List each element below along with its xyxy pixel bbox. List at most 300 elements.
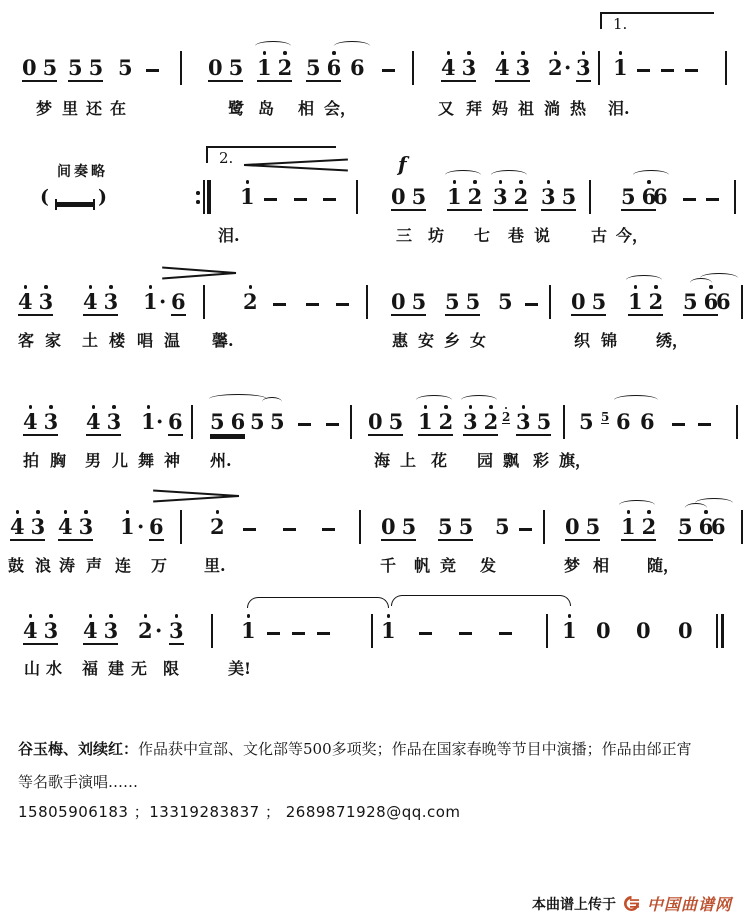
note-char	[445, 283, 460, 313]
note-group	[441, 49, 476, 82]
note-char	[621, 508, 636, 538]
note-char	[306, 49, 321, 79]
note-group	[445, 283, 480, 316]
note-group	[171, 283, 186, 316]
note-group	[149, 508, 164, 541]
note-digit: 1	[613, 55, 628, 80]
note-digit: 6	[703, 289, 719, 314]
volta-bracket	[600, 12, 714, 33]
note-char	[649, 283, 664, 313]
lyric-syllable: 浪	[35, 556, 52, 575]
barline	[371, 614, 373, 648]
note-group	[68, 49, 103, 82]
lyric-syllable: 拍	[23, 451, 40, 470]
note-char	[240, 178, 255, 208]
note-digit: 5	[683, 289, 698, 314]
note-group	[143, 283, 158, 313]
note-char	[104, 612, 119, 642]
note-digit: 5	[445, 289, 460, 314]
note-char	[402, 508, 417, 538]
lyric-syllable: 淌	[544, 99, 561, 118]
note-char	[156, 403, 163, 433]
rest-dash	[637, 69, 650, 72]
rest-dash	[298, 423, 311, 426]
lyric-syllable: 还	[86, 99, 103, 118]
note-group	[438, 508, 473, 541]
note-digit: 0	[571, 289, 586, 314]
note-char	[541, 178, 556, 208]
repeat-barline	[196, 180, 212, 214]
note-char	[564, 49, 571, 79]
note-digit: 1	[120, 514, 135, 539]
note-char	[44, 403, 59, 433]
note-char	[711, 508, 726, 538]
note-char	[516, 49, 531, 79]
note-char	[548, 49, 563, 79]
rest-dash	[499, 632, 512, 635]
lyric-syllable: 巷	[508, 226, 525, 245]
rest-dash	[685, 69, 698, 72]
rest-dash	[419, 632, 432, 635]
lyric-syllable: 女	[470, 331, 487, 350]
note-char	[621, 178, 636, 208]
lyric-syllable: 随，	[647, 556, 680, 575]
note-group	[208, 49, 243, 82]
rest-dash	[459, 632, 472, 635]
note-char	[381, 612, 396, 642]
note-group	[241, 612, 256, 642]
note-group	[711, 508, 726, 538]
lyric-syllable: 楼	[109, 331, 126, 350]
barline	[412, 51, 414, 85]
lyric-syllable: 舞	[138, 451, 155, 470]
lyric-syllable: 涛	[59, 556, 76, 575]
lyric-syllable: 福	[82, 659, 99, 678]
lyric-syllable: 里.	[204, 556, 226, 575]
rest-dash	[683, 198, 696, 201]
note-digit: 5	[438, 514, 453, 539]
note-char	[678, 612, 693, 642]
note-group	[18, 283, 53, 316]
note-char	[350, 49, 365, 79]
note-digit: 5	[411, 184, 427, 209]
slur-arc	[700, 273, 738, 283]
note-digit: 4	[83, 289, 98, 314]
rest-dash	[146, 69, 159, 72]
note-digit: 0	[22, 55, 37, 80]
note-digit: 6	[641, 184, 657, 209]
note-char	[391, 283, 406, 313]
note-char	[83, 283, 98, 313]
note-group	[243, 283, 258, 313]
note-group	[541, 178, 576, 211]
lyric-syllable: 水	[46, 659, 63, 678]
note-digit: 5	[601, 410, 610, 424]
rest-line-cap	[93, 199, 95, 210]
note-digit: 5	[411, 289, 427, 314]
note-group	[169, 612, 184, 645]
lyric-syllable: 锦	[601, 331, 618, 350]
note-char	[171, 283, 186, 313]
note-group	[562, 612, 577, 642]
note-group	[120, 508, 135, 538]
note-group	[548, 49, 563, 79]
note-char	[159, 283, 166, 313]
lyric-syllable: 乡	[444, 331, 461, 350]
note-char	[613, 49, 628, 79]
barline	[191, 405, 193, 439]
note-digit: 6	[640, 409, 655, 434]
note-group	[240, 178, 255, 208]
note-digit: 6	[698, 514, 714, 539]
rest-dash	[382, 69, 395, 72]
rest-dash	[294, 198, 307, 201]
note-char	[716, 283, 731, 313]
note-char	[118, 49, 133, 79]
note-char	[601, 405, 609, 423]
rest-dash	[519, 528, 532, 531]
note-digit: 6	[716, 289, 731, 314]
note-group	[22, 49, 57, 82]
barline	[203, 285, 205, 319]
volta-label: 2.	[219, 149, 234, 167]
note-group	[381, 612, 396, 642]
note-digit: 2	[502, 410, 511, 424]
rest-dash	[672, 423, 685, 426]
note-digit: 1	[143, 289, 158, 314]
note-digit: 4	[441, 55, 456, 80]
note-char	[468, 178, 483, 208]
note-char	[104, 283, 119, 313]
note-char	[493, 178, 508, 208]
note-group	[621, 178, 656, 211]
note-group	[498, 283, 513, 313]
barline	[725, 51, 727, 85]
lyric-syllable: 妈	[492, 99, 509, 118]
note-digit: 3	[43, 409, 59, 434]
site-name: 中国曲谱网	[646, 895, 732, 914]
note-digit: 2	[210, 514, 225, 539]
text-dyn: f	[398, 152, 407, 176]
lyric-syllable: 海	[374, 451, 391, 470]
note-digit: 0	[381, 514, 396, 539]
note-char	[495, 49, 510, 79]
lyric-syllable: 飘	[503, 451, 520, 470]
lyric-syllable: 无	[131, 659, 148, 678]
note-char	[31, 508, 46, 538]
note-group	[86, 403, 121, 436]
note-char	[498, 283, 513, 313]
note-char	[579, 403, 594, 433]
note-digit: 3	[30, 514, 46, 539]
lyric-syllable: 声	[86, 556, 103, 575]
note-group	[716, 283, 731, 313]
rest-dash	[326, 423, 339, 426]
note-digit: 1	[240, 184, 255, 209]
note-char	[89, 49, 104, 79]
lyric-syllable: 园	[477, 451, 494, 470]
lyric-syllable: 织	[574, 331, 591, 350]
rest-dash	[273, 303, 286, 306]
note-digit: 0	[636, 618, 651, 643]
lyric-syllable: 竞	[440, 556, 457, 575]
barline	[359, 510, 361, 544]
note-char	[368, 403, 383, 433]
note-digit: 5	[388, 409, 404, 434]
note-digit: 0	[596, 618, 611, 643]
note-digit: 1	[447, 184, 462, 209]
lyric-syllable: 祖	[518, 99, 535, 118]
site-watermark	[532, 892, 732, 915]
note-digit: 1	[141, 409, 156, 434]
note-char	[83, 612, 98, 642]
crescendo-hairpin	[244, 158, 348, 171]
note-char	[44, 612, 59, 642]
note-group	[270, 403, 285, 433]
note-group	[138, 612, 153, 642]
lyric-syllable: 土	[82, 331, 99, 350]
note-digit: 5	[270, 409, 285, 434]
lyric-syllable: 花	[431, 451, 448, 470]
note-char	[168, 403, 183, 433]
lyric-syllable: 泪.	[218, 226, 240, 245]
note-digit: 4	[18, 289, 33, 314]
rest-dash	[661, 69, 674, 72]
note-digit: 3	[515, 55, 531, 80]
note-char	[58, 508, 73, 538]
note-digit: 5	[678, 514, 693, 539]
hairpin-line	[244, 164, 348, 171]
note-char	[537, 403, 552, 433]
note-char	[210, 403, 225, 433]
note-char	[462, 49, 477, 79]
barline	[546, 614, 548, 648]
barline	[356, 180, 358, 214]
note-char	[86, 403, 101, 433]
barline	[366, 285, 368, 319]
note-group	[418, 403, 453, 436]
note-digit: 4	[23, 409, 38, 434]
volta-label: 1.	[613, 15, 628, 33]
lyric-syllable: 彩	[533, 451, 550, 470]
note-char	[571, 283, 586, 313]
lyric-syllable: 古	[591, 226, 608, 245]
note-group	[137, 508, 144, 538]
lyric-syllable: 千	[380, 556, 397, 575]
note-group	[159, 283, 166, 313]
note-digit: 6	[350, 55, 365, 80]
lyric-syllable: 胸	[50, 451, 67, 470]
note-digit: 3	[541, 184, 556, 209]
note-digit: 0	[391, 184, 406, 209]
lyric-syllable: 今，	[616, 226, 649, 245]
slur-arc	[695, 498, 733, 508]
lyric-syllable: 发	[480, 556, 497, 575]
lyric-syllable: 泪.	[608, 99, 630, 118]
note-digit: 5	[579, 409, 594, 434]
note-group	[495, 49, 530, 82]
note-char	[562, 612, 577, 642]
note-group	[447, 178, 482, 211]
note-group	[156, 403, 163, 433]
note-digit: 3	[106, 409, 122, 434]
lyric-syllable: 温	[164, 331, 181, 350]
note-char	[463, 403, 478, 433]
note-digit: 6	[230, 409, 246, 434]
note-char	[243, 283, 258, 313]
note-digit: ·	[159, 289, 167, 314]
note-digit: 3	[43, 618, 59, 643]
text-paren: (	[40, 186, 49, 208]
lyric-syllable: 相	[593, 556, 610, 575]
note-char	[141, 403, 156, 433]
note-char	[257, 49, 272, 79]
note-digit: 5	[465, 289, 481, 314]
note-digit: 2	[483, 409, 499, 434]
note-char	[447, 178, 462, 208]
note-digit: 5	[458, 514, 474, 539]
text-paren: )	[98, 186, 107, 208]
note-digit: 5	[250, 409, 265, 434]
note-char	[653, 178, 668, 208]
tie-arc	[247, 597, 389, 608]
note-digit: 5	[585, 514, 601, 539]
note-group	[391, 178, 426, 211]
rest-line-cap	[55, 199, 57, 210]
grace-note	[502, 405, 510, 424]
note-char	[459, 508, 474, 538]
lyric-syllable: 绣，	[656, 331, 689, 350]
note-group	[83, 283, 118, 316]
note-digit: 4	[495, 55, 510, 80]
note-char	[231, 403, 246, 433]
note-char	[23, 403, 38, 433]
note-digit: 6	[149, 514, 164, 539]
note-group	[83, 612, 118, 645]
hairpin-line	[162, 272, 236, 279]
note-char	[642, 508, 657, 538]
barline	[563, 405, 565, 439]
note-char	[241, 612, 256, 642]
note-digit: 5	[561, 184, 577, 209]
note-char	[466, 283, 481, 313]
note-digit: 6	[171, 289, 186, 314]
note-group	[210, 508, 225, 538]
note-digit: 3	[103, 289, 119, 314]
note-group	[250, 403, 265, 433]
note-digit: 5	[42, 55, 58, 80]
note-char	[23, 612, 38, 642]
note-char	[169, 612, 184, 642]
lyric-syllable: 建	[108, 659, 125, 678]
note-char	[495, 508, 510, 538]
note-group	[571, 283, 606, 316]
barline	[180, 51, 182, 85]
note-digit: 2	[548, 55, 563, 80]
note-group	[596, 612, 611, 642]
note-digit: 1	[562, 618, 577, 643]
note-digit: 1	[628, 289, 643, 314]
note-digit: 3	[461, 55, 477, 80]
note-digit: 4	[86, 409, 101, 434]
note-char	[412, 283, 427, 313]
note-digit: 5	[498, 289, 513, 314]
credit-continuation: 等名歌手演唱……	[18, 773, 139, 791]
rest-dash	[283, 528, 296, 531]
lyric-syllable: 帆	[414, 556, 431, 575]
rest-dash	[306, 303, 319, 306]
lyric-syllable: 山	[24, 659, 41, 678]
note-char	[565, 508, 580, 538]
note-group	[381, 508, 416, 541]
note-digit: 0	[565, 514, 580, 539]
note-char	[143, 283, 158, 313]
rest-dash	[264, 198, 277, 201]
note-digit: 2	[513, 184, 529, 209]
note-char	[484, 403, 499, 433]
note-digit: ·	[155, 618, 163, 643]
rest-dash	[243, 528, 256, 531]
lyric-syllable: 美!	[228, 659, 252, 678]
rest-dash	[323, 198, 336, 201]
decrescendo-hairpin	[162, 266, 236, 279]
lyric-syllable: 坊	[428, 226, 445, 245]
note-char	[418, 403, 433, 433]
barline	[741, 510, 743, 544]
lyric-syllable: 惠	[392, 331, 409, 350]
barline	[598, 51, 600, 85]
lyric-syllable: 相	[298, 99, 315, 118]
note-char	[250, 403, 265, 433]
note-digit: 3	[169, 618, 184, 643]
note-char	[439, 403, 454, 433]
note-char	[39, 283, 54, 313]
note-group	[613, 49, 628, 79]
note-char	[278, 49, 293, 79]
slur-arc	[334, 41, 370, 51]
barline	[549, 285, 551, 319]
lyric-syllable: 岛	[258, 99, 275, 118]
note-char	[562, 178, 577, 208]
note-char	[68, 49, 83, 79]
note-digit: 4	[83, 618, 98, 643]
note-digit: 2	[138, 618, 153, 643]
note-group	[306, 49, 341, 82]
note-digit: 1	[257, 55, 272, 80]
note-group	[621, 508, 656, 541]
rest-dash	[706, 198, 719, 201]
note-group	[257, 49, 292, 82]
note-digit: 5	[88, 55, 104, 80]
note-char	[592, 283, 607, 313]
slur-arc	[614, 395, 658, 405]
barline	[203, 180, 205, 214]
note-char	[502, 405, 510, 423]
note-digit: 5	[591, 289, 607, 314]
note-char	[391, 178, 406, 208]
lyric-syllable: 旗，	[559, 451, 592, 470]
note-char	[640, 403, 655, 433]
note-digit: 5	[210, 409, 225, 434]
note-digit: 2	[641, 514, 657, 539]
note-digit: 5	[536, 409, 552, 434]
note-digit: 3	[576, 55, 591, 80]
composer-credit-text: 作品获中宣部、文化部等500多项奖；作品在国家春晚等节目中演播；作品由邰正宵	[138, 740, 692, 758]
note-group	[168, 403, 183, 436]
note-digit: 4	[58, 514, 73, 539]
lyric-syllable: 安	[418, 331, 435, 350]
note-group	[616, 403, 631, 433]
